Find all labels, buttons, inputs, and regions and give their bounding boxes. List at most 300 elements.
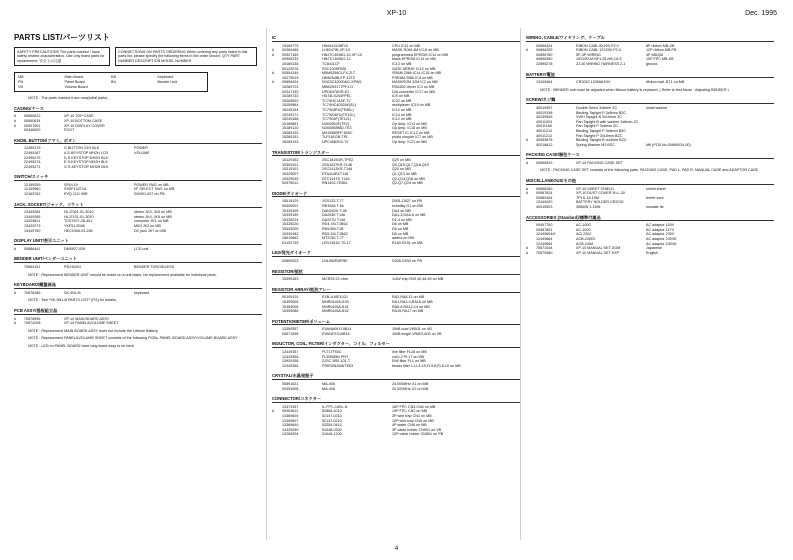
part-description: FL3R085N PNT bbox=[322, 354, 349, 359]
part-number: 00987824 bbox=[536, 191, 553, 196]
part-description: 30BMN 1-1MN bbox=[576, 205, 601, 210]
left-column bbox=[14, 30, 262, 352]
part-number: 15269920 bbox=[282, 98, 299, 103]
part-description: RN1402-TE85L bbox=[322, 181, 348, 186]
new-part-mark bbox=[272, 181, 282, 186]
part-description: EXB-A10E103J bbox=[322, 295, 348, 300]
part-description: 5P-4P WIRING bbox=[576, 52, 601, 57]
part-description: BATTERY HOLDER CR2032 bbox=[576, 200, 624, 205]
part-description: M51958BFP-600C bbox=[322, 130, 353, 135]
part-location: AC adaptor 240VE bbox=[646, 237, 677, 241]
part-location: 16P FPC CN3,CN4 on MB bbox=[392, 404, 436, 409]
section-heading: DIODE/ダイオード bbox=[272, 192, 520, 198]
part-description: DTA114EKT146 bbox=[322, 172, 349, 177]
part-number: 15329025 bbox=[282, 176, 299, 181]
part-description: NJM4565MD-TE3 bbox=[322, 126, 352, 131]
part-number: 00360465 bbox=[282, 48, 299, 53]
page-number: 4 bbox=[394, 546, 399, 552]
part-number: 15129151 bbox=[282, 158, 299, 163]
legend-row bbox=[18, 85, 204, 90]
part-description: Double Sems 3x8mm ZC bbox=[576, 105, 618, 110]
part-description: ZJSC-5R0-101-T bbox=[322, 359, 351, 364]
part-number: 00890634 bbox=[24, 118, 41, 123]
part-number: 22695278 bbox=[536, 61, 553, 66]
new-part-mark: # bbox=[14, 316, 17, 321]
part-description: Binding Tapight B rsr3mm BZC bbox=[576, 138, 627, 143]
new-part-mark bbox=[272, 140, 282, 145]
part-number: 00904612 bbox=[282, 409, 299, 414]
part-number: 00896325 bbox=[536, 48, 553, 53]
part-row bbox=[272, 259, 520, 264]
new-part-mark: # bbox=[14, 321, 17, 326]
parts-note: NOTE : BENDER unit must be adjusted when lithium battery is replaced. ( Refer to test Mode : Adjusting BENDER ) bbox=[540, 87, 729, 92]
part-location: RA2,RA8-11 on MB bbox=[392, 295, 425, 300]
part-location: GATE ARRAY IC12 on MB bbox=[392, 66, 436, 71]
part-description: HD74LS244FPEL bbox=[322, 94, 352, 99]
part-number: 12159259 bbox=[24, 182, 41, 187]
part-location: POWER SW2 on MB bbox=[134, 182, 169, 187]
column-divider bbox=[266, 28, 267, 540]
part-description: G BUTTON S1H BLK bbox=[64, 146, 100, 151]
part-number: 00505001 bbox=[282, 204, 299, 208]
part-row bbox=[526, 161, 774, 166]
part-row bbox=[272, 140, 520, 145]
part-location: small washer bbox=[646, 105, 668, 110]
part-location: schottky D1 on MB bbox=[392, 204, 423, 208]
part-row bbox=[272, 332, 520, 337]
part-description: 52808-1010 bbox=[322, 409, 342, 414]
safety-precautions-box: SAFETY PRECAUTIONS The parts marked ! have safety-related characteristics. Use only listed parts for replacement. 安全上の注意 bbox=[14, 47, 110, 67]
part-description: HN27C4096G-10-XP-10 bbox=[322, 52, 362, 57]
new-part-mark: # bbox=[14, 114, 17, 119]
part-row bbox=[272, 241, 520, 246]
part-description: 52147-0210 bbox=[322, 418, 342, 423]
part-location: D528-D534 on PB bbox=[392, 258, 422, 263]
part-location: 1/4W chip R20,40,48,49 on MB bbox=[392, 277, 444, 282]
part-location: lithium batt. BT1 on MB bbox=[646, 80, 685, 85]
part-row bbox=[14, 321, 262, 326]
part-location: RSA502 driver IC3 on MB bbox=[392, 84, 435, 89]
part-number: 15319101 bbox=[282, 167, 299, 172]
part-number: 15019662 bbox=[282, 236, 299, 241]
section-heading: CRYSTAL/水晶発振子 bbox=[272, 374, 520, 380]
part-description: AC-100C bbox=[576, 227, 592, 232]
part-number: 13349420 bbox=[536, 200, 553, 205]
part-number: 00907169 bbox=[282, 52, 299, 57]
legend-cell bbox=[158, 85, 205, 90]
part-location: AC adaptor 100V bbox=[646, 223, 675, 228]
new-part-mark bbox=[272, 332, 282, 337]
part-number: 13449284 bbox=[24, 210, 41, 215]
part-description: RD4.7M-T1B62 bbox=[322, 222, 348, 227]
part-location: IC14 on MB bbox=[392, 112, 412, 117]
part-description: EVANFXX10B14 bbox=[322, 331, 350, 336]
part-location bbox=[134, 321, 262, 326]
part-description: DAN202K T-46 bbox=[322, 208, 347, 213]
part-number: 00904144 bbox=[282, 71, 299, 76]
part-number: 15189120 bbox=[282, 126, 299, 131]
part-description: 1SS133-T-77 bbox=[322, 199, 344, 204]
part-description: MA-406 bbox=[322, 386, 335, 391]
parts-note: NOTE : LED on PANEL BOARD have long leads easy to be bent. bbox=[28, 343, 135, 348]
section-heading: KNOB, BUTTON/ツマミ、ボタン bbox=[14, 139, 262, 145]
part-description: UPC4082G2-T2 bbox=[322, 140, 349, 145]
part-number: 15329007 bbox=[282, 172, 299, 177]
part-number: 13369640 bbox=[282, 423, 299, 428]
part-number: 40059878 bbox=[536, 138, 553, 143]
part-row bbox=[14, 128, 262, 133]
part-location: coil L2 PL17 on MB bbox=[392, 354, 424, 359]
part-location: EMI filter FL1 on MB bbox=[392, 359, 426, 364]
part-description: RIBON CABL 8X200-P2.0 bbox=[576, 43, 619, 48]
part-location: programmed EPROM IC14 on MB bbox=[392, 52, 448, 57]
part-number: 03671598 bbox=[282, 331, 299, 336]
part-description: DA204K T146 bbox=[322, 213, 346, 218]
part-description: ACB-240E2 bbox=[576, 237, 596, 241]
new-part-mark: # bbox=[526, 246, 529, 251]
part-location: 10kB dual VR601 on VB bbox=[392, 327, 432, 332]
new-part-mark: # bbox=[14, 246, 17, 251]
part-location: added on MB bbox=[392, 236, 414, 241]
part-location: IC13 on MB bbox=[392, 61, 412, 66]
part-number: 13929158 bbox=[282, 359, 299, 364]
part-location: RA6-8,RA12-14 on MB bbox=[392, 304, 430, 309]
part-number: 00580454 bbox=[536, 195, 553, 200]
part-number: 00393008 bbox=[282, 386, 299, 391]
part-number: 00896260 bbox=[536, 186, 553, 191]
part-number: 00906233 bbox=[282, 57, 299, 62]
part-number: 00907001 bbox=[24, 123, 41, 128]
legend-cell: Keyboard bbox=[157, 75, 174, 80]
new-part-mark: # bbox=[272, 409, 275, 414]
part-location: computer JK1 on MB bbox=[134, 219, 169, 224]
part-description: 52147-0210 bbox=[322, 414, 342, 418]
part-number: 12449664 bbox=[536, 237, 553, 241]
part-location: BENDER TOROIDLESS bbox=[134, 265, 175, 269]
part-description: DA227U T146 bbox=[322, 217, 346, 222]
part-location: IC12 on MB bbox=[392, 107, 412, 112]
abbreviation-legend bbox=[14, 72, 208, 92]
part-row bbox=[14, 247, 262, 252]
new-part-mark bbox=[526, 62, 536, 67]
part-location: R183-R191 on MB bbox=[392, 240, 423, 245]
section-heading: IC bbox=[272, 36, 520, 42]
part-description: RD6.8M-T1B bbox=[322, 226, 344, 231]
part-number: 13349464 bbox=[536, 80, 553, 85]
part-description: SK-9N1-B bbox=[64, 290, 81, 295]
new-part-mark: # bbox=[272, 48, 275, 53]
part-description: AC-100C bbox=[576, 223, 592, 228]
part-description: MNR04J5AJ103 bbox=[322, 299, 349, 304]
part-number: 15289733 bbox=[282, 94, 299, 99]
part-row bbox=[14, 229, 262, 234]
part-location: Op Amp. IC13 on MB bbox=[392, 121, 427, 126]
part-description: XP-10 PANEL&VOLUME SHEET bbox=[64, 321, 119, 326]
part-location: 2P wire trap CN1 on MB bbox=[392, 414, 432, 418]
part-location: IC12 on MB bbox=[392, 117, 412, 122]
part-number: 13369607 bbox=[282, 418, 299, 423]
part-description: UPD6376GR-E2 bbox=[322, 89, 350, 94]
part-location: D6 on MB bbox=[392, 222, 409, 227]
part-description: TC74HC4052AF(EL) bbox=[322, 103, 357, 108]
new-part-mark: # bbox=[526, 191, 529, 196]
part-number: 15309101 bbox=[282, 162, 299, 167]
part-description: SPUL19 bbox=[64, 182, 78, 187]
section-heading: TRANSISTOR/トランジスター bbox=[272, 151, 520, 157]
part-number: 75564151 bbox=[24, 265, 41, 269]
part-number: 00109124 bbox=[282, 295, 299, 300]
new-part-mark: # bbox=[14, 290, 17, 295]
part-description: G S-KEYSTOP MH2H BLK bbox=[64, 164, 109, 169]
part-location: I/F SELECT SW1 on MB bbox=[134, 187, 175, 192]
part-number: 00896943 bbox=[536, 160, 553, 165]
new-part-mark: # bbox=[272, 52, 275, 57]
parts-sections bbox=[14, 107, 262, 349]
part-number: 40018812 bbox=[536, 142, 553, 147]
part-location: stereo JK4, JK6 on MB bbox=[134, 214, 172, 219]
part-description: LN1082RAPRE bbox=[322, 258, 348, 263]
part-description: 2SC2412KR-T146 bbox=[322, 167, 353, 172]
legend-cell: Main Board bbox=[64, 75, 84, 80]
part-description: A S-KEYSTOP MH2H LCD bbox=[64, 150, 109, 155]
section-heading: PCB ASSY/基板組立品 bbox=[14, 309, 262, 315]
part-description: DTC114TK T146 bbox=[322, 176, 350, 181]
part-description: 51048-1200 bbox=[322, 432, 342, 437]
part-description: XP-10 DISPLAY COVER bbox=[64, 123, 105, 128]
part-location: 4P wafer CN6 on MB bbox=[392, 423, 427, 428]
part-number: 13429811 bbox=[24, 219, 41, 224]
part-row bbox=[272, 277, 520, 282]
new-part-mark: # bbox=[526, 160, 529, 165]
legend-note: NOTE : The parts marked # are new(initial parts). bbox=[28, 96, 109, 101]
part-description: HN27C4096G-12 bbox=[322, 57, 351, 62]
section-heading: JACK, SOCKET/ジャック、ソケット bbox=[14, 203, 262, 209]
legend-cell: KB bbox=[111, 75, 116, 80]
middle-column bbox=[272, 30, 520, 437]
part-location: Q2-Q14,Q16 on MB bbox=[392, 176, 425, 181]
part-number: 40019158 bbox=[536, 110, 553, 115]
part-location: 24.000MHz X1 on MB bbox=[392, 382, 429, 387]
part-description: DM0927-009 bbox=[64, 246, 86, 251]
part-location: M6 (PCB No.00869034-00) bbox=[646, 142, 691, 147]
part-row bbox=[272, 432, 520, 437]
part-number: 00987801 bbox=[536, 227, 553, 232]
part-number: 22495275 bbox=[24, 155, 41, 160]
part-description: Pan Tapight P 3x18mm BZC bbox=[576, 133, 623, 138]
part-number: 15189775 bbox=[282, 43, 299, 48]
part-location: RESET IC IC12 on MB bbox=[392, 130, 430, 135]
part-number: 00891621 bbox=[282, 382, 299, 387]
part-number: 40239545 bbox=[536, 115, 553, 120]
part-location: 12P ribbon MB-PB bbox=[646, 48, 677, 53]
part-description: PSR02NA5WTE03 bbox=[322, 363, 354, 368]
part-location: line filter FL18 on MB bbox=[392, 350, 427, 355]
part-description: RIBON CABL 12X200-P2.0 bbox=[576, 48, 621, 53]
part-location: 4P MB-BU bbox=[646, 52, 664, 57]
part-location: 10P FPC MB-KB bbox=[646, 57, 674, 62]
new-part-mark bbox=[14, 229, 24, 234]
part-number: 00346000 bbox=[24, 128, 41, 133]
part-number: 15289151 bbox=[282, 135, 299, 140]
part-description: XP-10 MANUAL SET DOM bbox=[576, 246, 621, 251]
part-description: SSSF13271A bbox=[64, 187, 87, 192]
part-number: 00890612 bbox=[24, 114, 41, 119]
part-number: 22495187 bbox=[24, 150, 41, 155]
part-number: 00347150 bbox=[282, 89, 299, 94]
part-number: 00856434 bbox=[282, 80, 299, 85]
part-number: 00575012 bbox=[282, 181, 299, 186]
new-part-mark bbox=[526, 205, 536, 210]
part-description: HLJ7001-01-3010 bbox=[64, 210, 94, 215]
part-row bbox=[14, 291, 262, 296]
part-description: HLJ7101-01-3010 bbox=[64, 214, 94, 219]
part-description: D S-KEYSTOP MH2H BLK bbox=[64, 155, 109, 160]
part-number: 40015503 bbox=[536, 205, 553, 210]
part-location: English bbox=[646, 250, 659, 255]
part-location: Q20 on MB bbox=[392, 167, 411, 172]
part-number: 00957750 bbox=[536, 223, 553, 228]
part-description: VWH Tapight B 3x10mm ZC bbox=[576, 115, 623, 120]
part-description: HD6415108F10 bbox=[322, 43, 349, 48]
part-description: PLT17F03C bbox=[322, 350, 342, 355]
part-number: 03192739 bbox=[282, 240, 299, 245]
part-description: LH5347IB-XP-10 bbox=[322, 48, 350, 53]
part-description: 53254-0410 bbox=[322, 423, 342, 428]
legend-cell: PN bbox=[18, 79, 24, 84]
part-location: AC adaptor 240VA bbox=[646, 241, 677, 246]
new-part-mark: # bbox=[272, 71, 275, 76]
part-description: MNR04J5AJ102 bbox=[322, 309, 349, 314]
page-header-date: Dec. 1995 bbox=[745, 10, 777, 17]
part-location: MIDI JK2 on MB bbox=[134, 224, 161, 229]
parts-sections bbox=[526, 36, 774, 255]
part-number: 15289723 bbox=[282, 84, 299, 89]
part-location: SRAM 256k IC14,IC15 on MB bbox=[392, 71, 441, 76]
section-heading: BENDER UNIT/ベンダーユニット bbox=[14, 257, 262, 263]
part-location: MASK ROM 4M IC16 on MB bbox=[392, 48, 439, 53]
part-number: 12449358 bbox=[282, 354, 299, 359]
part-number: 12449604/0 bbox=[536, 232, 556, 237]
part-location: ground bbox=[646, 61, 658, 66]
parts-note: NOTE : Replacement BENDER UNIT should be made on a unit basis. No replacement available for individual parts. bbox=[28, 272, 217, 277]
part-number: 40011169 bbox=[536, 124, 552, 129]
part-number: 70670980 bbox=[536, 250, 553, 255]
part-description: PB-H0201 bbox=[64, 265, 82, 269]
part-description: XP-10 SHEET SHIELD bbox=[576, 186, 614, 191]
new-part-mark bbox=[272, 277, 282, 282]
new-part-mark bbox=[272, 387, 282, 392]
part-row bbox=[14, 165, 262, 170]
part-number: 13359357 bbox=[282, 327, 299, 332]
part-number: 15249154 bbox=[282, 107, 299, 112]
part-location: 8P ribbon MB-VB bbox=[646, 43, 675, 48]
part-number: 12499179 bbox=[24, 146, 41, 151]
part-description: TPLS-15-10M bbox=[576, 195, 599, 200]
new-part-mark bbox=[14, 192, 24, 197]
part-location: DA1-3,DA5-6 on MB bbox=[392, 213, 426, 218]
parts-note: NOTE : See *SK-9N1-B PARTS LIST* (P.5) for details. bbox=[28, 298, 117, 303]
part-location bbox=[134, 165, 262, 170]
new-part-mark bbox=[526, 143, 536, 148]
part-location bbox=[134, 128, 262, 133]
part-description: E S-KEYSTOP MH2H BLK bbox=[64, 160, 108, 165]
part-number: 40011212 bbox=[536, 128, 553, 133]
part-description: KM23C32000AG-XPW2 bbox=[322, 80, 362, 85]
part-location: multiplexer IC19 on MB bbox=[392, 103, 431, 108]
part-location: D1-4 on MB bbox=[392, 217, 412, 222]
new-part-mark bbox=[14, 165, 24, 170]
part-location: insulate tie bbox=[646, 205, 664, 210]
part-description: XP-10 MAIN BOARD ASSY bbox=[64, 316, 110, 321]
part-number: 13379157 bbox=[282, 404, 299, 409]
part-location: RA15,RA17 on MB bbox=[392, 309, 424, 314]
part-location: POWER bbox=[134, 146, 148, 151]
part-description: CR2032 120MAH/3V bbox=[576, 80, 611, 85]
part-number: 15089133 bbox=[282, 130, 299, 135]
part-row bbox=[272, 364, 520, 369]
part-location: Q2-Q7,Q24 on MB bbox=[392, 181, 423, 186]
section-heading: RESISTOR ARRAY/抵抗アレー bbox=[272, 288, 520, 294]
new-part-mark: # bbox=[272, 80, 275, 85]
part-location: IC9 on MB bbox=[392, 94, 410, 99]
part-number: 13269204 bbox=[282, 432, 299, 437]
part-description: Binding Tapight P 3x8mm BZC bbox=[576, 128, 627, 133]
part-number: 15019129 bbox=[282, 199, 299, 204]
part-location: RA1,RA3-4,RA16 on MB bbox=[392, 299, 433, 304]
part-number: 12159960 bbox=[24, 187, 41, 192]
part-location: D/A converter IC17 on MB bbox=[392, 89, 435, 94]
part-description: XP-10 DUST COVER 3h L-30 bbox=[576, 191, 625, 196]
parts-note: NOTE : Replacement MAIN BOARD ASSY does not include the Lithium Battery. bbox=[28, 328, 159, 333]
part-location: shield sheet bbox=[646, 186, 666, 191]
new-part-mark bbox=[14, 128, 24, 133]
parts-note: NOTE : PACKING CASE SET consists of the following parts. PACKING CASE, PAD L, PAD R, MANUAL CASE and ADAPTOR CASE bbox=[540, 168, 759, 173]
part-description: MA-406 bbox=[322, 382, 335, 387]
part-location bbox=[646, 161, 774, 166]
part-number: 15339159 bbox=[282, 213, 299, 218]
part-location: 10P FPC CN2 on MB bbox=[392, 409, 427, 414]
part-location: D501-D527 on PB bbox=[392, 199, 422, 204]
part-number: 13449750 bbox=[24, 228, 41, 233]
section-heading: LED/発光ダイオード bbox=[272, 251, 520, 257]
part-location: Q9,Q15,Q17,Q18,Q19 bbox=[392, 162, 429, 167]
legend-cell: BU bbox=[111, 79, 117, 84]
part-location: CPU IC11 on MB bbox=[392, 43, 421, 48]
part-location: DA4 on MB bbox=[392, 208, 411, 213]
part-description: XP-10 MANUAL SET EXP bbox=[576, 250, 620, 255]
part-number: 70674208 bbox=[24, 321, 41, 326]
part-number: 13449285 bbox=[24, 214, 41, 219]
part-number: 15359086 bbox=[282, 309, 299, 314]
ordering-instructions-box: CONNECTIONS ON PARTS ORDERING When ordering any parts listed in this parts list, please specify the following items in the order shown: QTY PART NUMBER DESCRIPTION MODEL NUMBER bbox=[115, 47, 257, 67]
part-location: AC adaptor 117V bbox=[646, 227, 675, 232]
part-location: LCD unit bbox=[134, 246, 149, 251]
column-divider bbox=[520, 28, 521, 540]
legend-cell: Panel Board bbox=[64, 79, 85, 84]
part-description: M5M5256CLFX-7LT bbox=[322, 71, 356, 76]
part-number: 15339183 bbox=[282, 231, 299, 236]
part-description: HM6264BLFP-12TZ bbox=[322, 75, 355, 80]
part-number: 15359005 bbox=[282, 299, 299, 304]
part-description: FOOT bbox=[64, 128, 75, 133]
section-heading: CASING/ケース bbox=[14, 107, 262, 113]
part-description: TCS7927-28-401 bbox=[64, 219, 93, 224]
part-number: 40011024 bbox=[536, 119, 553, 124]
part-description: ACI-230J bbox=[576, 232, 592, 237]
part-number: 70678996 bbox=[24, 316, 41, 321]
legend-cell: MB bbox=[18, 75, 24, 80]
part-location: 10kB single VR602,603 on VB bbox=[392, 331, 442, 336]
